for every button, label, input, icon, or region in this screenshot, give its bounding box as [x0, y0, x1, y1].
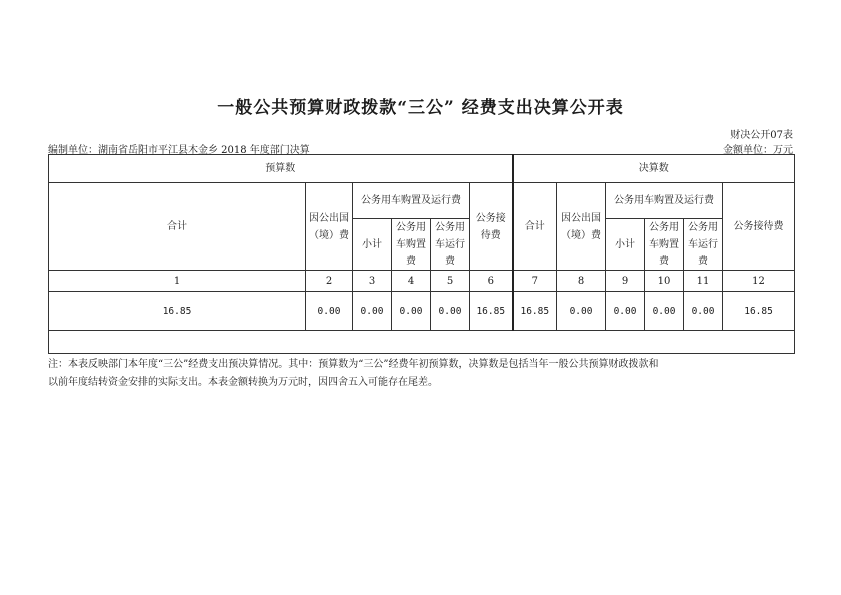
- value-cell: 0.00: [645, 292, 684, 331]
- budget-subtotal-header: 小计: [353, 219, 392, 271]
- header-row-2: [49, 183, 795, 219]
- value-cell: 0.00: [392, 292, 431, 331]
- value-cell: 0.00: [431, 292, 470, 331]
- column-number: 7: [513, 271, 557, 292]
- column-number: 8: [557, 271, 606, 292]
- value-cell: 0.00: [684, 292, 723, 331]
- amount-unit: 金额单位：万元: [723, 145, 793, 156]
- column-number: 5: [431, 271, 470, 292]
- header-row-1: [49, 155, 795, 183]
- final-total-header: 合计: [513, 183, 557, 271]
- value-cell: 0.00: [306, 292, 353, 331]
- value-cell: 16.85: [513, 292, 557, 331]
- value-row: [49, 292, 795, 331]
- column-number-row: [49, 271, 795, 292]
- budget-total-header: 合计: [49, 183, 306, 271]
- column-number: 12: [723, 271, 795, 292]
- blank-row: [49, 331, 795, 354]
- final-subtotal-header: 小计: [606, 219, 645, 271]
- expenditure-table: [48, 154, 795, 354]
- report-title: 一般公共预算财政拨款“三公” 经费支出决算公开表: [217, 98, 624, 118]
- form-number: 财决公开07表: [730, 130, 793, 141]
- budget-abroad-header: 因公出国（境）费: [306, 183, 353, 271]
- column-number: 6: [470, 271, 513, 292]
- column-number: 1: [49, 271, 306, 292]
- compiling-unit: 编制单位：湖南省岳阳市平江县木金乡 2018 年度部门决算: [48, 145, 310, 156]
- footnote: 注：本表反映部门本年度“三公”经费支出预决算情况。其中：预算数为“三公”经费年初预算数，决算数是包括当年一般公共预算财政拨款和以前年度结转资金安排的实际支出。本表金额转换为万元时，因四舍五入可能存在尾差。: [48, 359, 659, 388]
- value-cell: 0.00: [606, 292, 645, 331]
- final-operation-header: 公务用车运行费: [684, 219, 723, 271]
- final-purchase-header: 公务用车购置费: [645, 219, 684, 271]
- final-vehicle-header: 公务用车购置及运行费: [606, 183, 723, 219]
- final-reception-header: 公务接待费: [723, 183, 795, 271]
- budget-reception-header: 公务接待费: [470, 183, 513, 271]
- value-cell: 0.00: [557, 292, 606, 331]
- budget-purchase-header: 公务用车购置费: [392, 219, 431, 271]
- column-number: 4: [392, 271, 431, 292]
- blank-cell: [49, 331, 795, 354]
- value-cell: 0.00: [353, 292, 392, 331]
- final-abroad-header: 因公出国（境）费: [557, 183, 606, 271]
- final-header: 决算数: [513, 155, 795, 183]
- value-cell: 16.85: [470, 292, 513, 331]
- column-number: 11: [684, 271, 723, 292]
- column-number: 9: [606, 271, 645, 292]
- budget-header: 预算数: [49, 155, 513, 183]
- column-number: 10: [645, 271, 684, 292]
- budget-vehicle-header: 公务用车购置及运行费: [353, 183, 470, 219]
- budget-operation-header: 公务用车运行费: [431, 219, 470, 271]
- value-cell: 16.85: [723, 292, 795, 331]
- column-number: 2: [306, 271, 353, 292]
- value-cell: 16.85: [49, 292, 306, 331]
- column-number: 3: [353, 271, 392, 292]
